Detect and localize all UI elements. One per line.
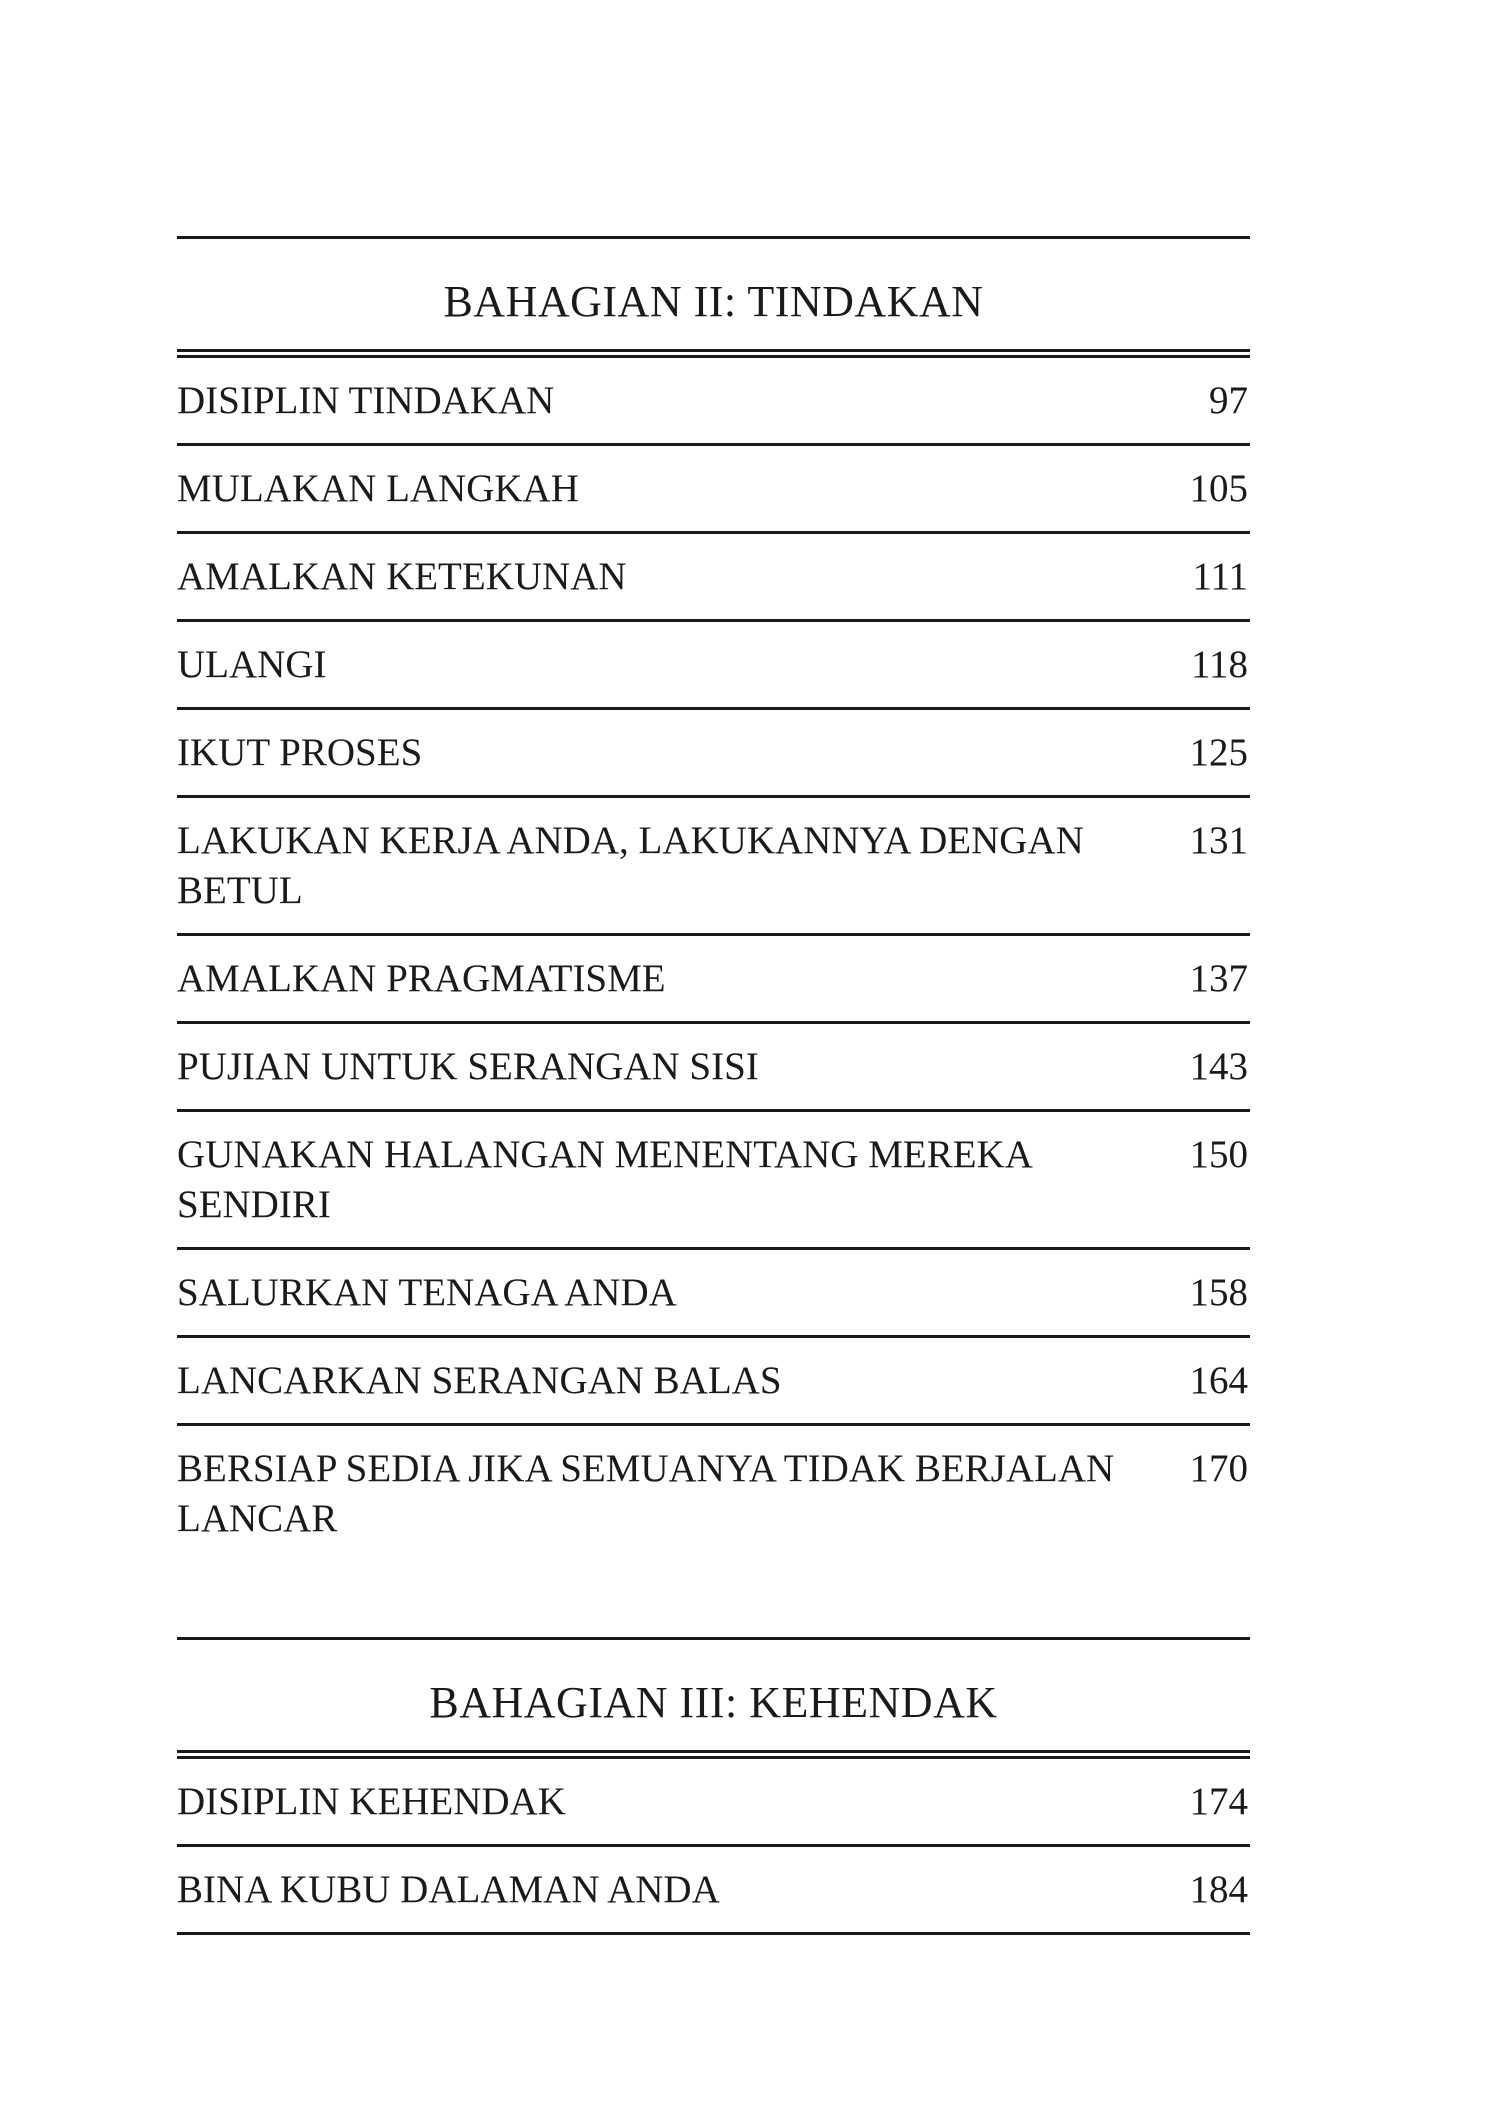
toc-entry[interactable] [177, 798, 1250, 936]
toc-entry[interactable] [177, 1338, 1250, 1426]
toc-entry[interactable] [177, 622, 1250, 710]
toc-entry-title: BERSIAP SEDIA JIKA SEMUANYA TIDAK BERJALAN LANCAR [177, 1447, 1115, 1540]
toc-entry-title: LANCARKAN SERANGAN BALAS [177, 1359, 782, 1402]
toc-entry-page: 118 [1190, 643, 1248, 686]
toc-entry-title: LAKUKAN KERJA ANDA, LAKUKANNYA DENGAN BETUL [177, 819, 1084, 912]
toc-entry-title: AMALKAN KETEKUNAN [177, 555, 627, 598]
toc-entry-page: 150 [1189, 1133, 1248, 1176]
toc-entry[interactable] [177, 936, 1250, 1024]
toc-entry-page: 105 [1189, 467, 1248, 510]
section-heading: BAHAGIAN III: KEHENDAK [429, 1678, 998, 1727]
toc-entry-page: 143 [1189, 1045, 1248, 1088]
toc-entry-title: AMALKAN PRAGMATISME [177, 957, 666, 1000]
toc-entry-page: 111 [1192, 555, 1248, 598]
toc-entry-page: 158 [1189, 1271, 1248, 1314]
section-double-rule [177, 349, 1250, 358]
toc-entry-title: ULANGI [177, 643, 327, 686]
toc-entry-title: GUNAKAN HALANGAN MENENTANG MEREKA SENDIRI [177, 1133, 1033, 1226]
toc-entry-title: PUJIAN UNTUK SERANGAN SISI [177, 1045, 759, 1088]
toc-entry[interactable] [177, 534, 1250, 622]
table-of-contents [177, 236, 1250, 1935]
toc-entry-page: 131 [1189, 819, 1248, 862]
toc-entry[interactable] [177, 1847, 1250, 1935]
toc-entry-page: 170 [1189, 1447, 1248, 1490]
toc-section-bahagian-ii [177, 236, 1250, 1561]
toc-entry-title: MULAKAN LANGKAH [177, 467, 579, 510]
toc-entry-page: 184 [1189, 1868, 1248, 1911]
toc-entry-page: 137 [1189, 957, 1248, 1000]
toc-entry[interactable] [177, 1759, 1250, 1847]
toc-entry-title: BINA KUBU DALAMAN ANDA [177, 1868, 720, 1911]
section-double-rule [177, 1750, 1250, 1759]
toc-entry[interactable] [177, 710, 1250, 798]
toc-entry-title: IKUT PROSES [177, 731, 423, 774]
toc-entry-page: 125 [1189, 731, 1248, 774]
toc-entry[interactable] [177, 1112, 1250, 1250]
toc-entry-page: 164 [1189, 1359, 1248, 1402]
toc-entry[interactable] [177, 1250, 1250, 1338]
toc-entry-page: 174 [1189, 1780, 1248, 1823]
toc-entry[interactable] [177, 446, 1250, 534]
toc-entry-title: SALURKAN TENAGA ANDA [177, 1271, 677, 1314]
section-heading: BAHAGIAN II: TINDAKAN [443, 277, 984, 326]
toc-entry-title: DISIPLIN KEHENDAK [177, 1780, 566, 1823]
toc-section-bahagian-iii [177, 1637, 1250, 1935]
toc-entry-page: 97 [1209, 379, 1248, 422]
toc-entry-title: DISIPLIN TINDAKAN [177, 379, 555, 422]
toc-entry[interactable] [177, 1024, 1250, 1112]
toc-entry[interactable] [177, 1426, 1250, 1561]
toc-entry[interactable] [177, 358, 1250, 446]
